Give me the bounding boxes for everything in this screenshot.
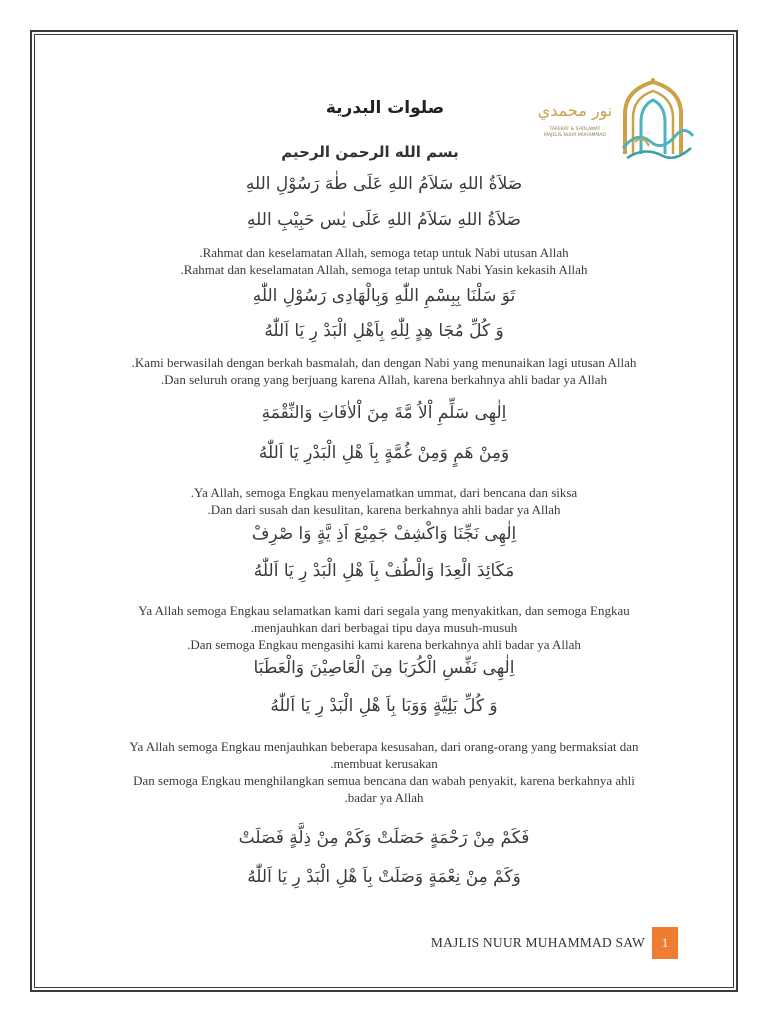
translation-line: .Kami berwasilah dengan berkah basmalah, dan dengan Nabi yang menunaikan lagi utusan Allah xyxy=(131,355,637,370)
arabic-line: اِلٰهِى نَفِّسِ الْكُرَبَا مِنَ الْعَاصِيْنَ وَالْعَطَبَا xyxy=(253,658,515,678)
footer-title: MAJLIS NUUR MUHAMMAD SAW xyxy=(430,935,645,950)
arabic-line: اِلٰهِى نَجِّنَا وَاكْشِفْ جَمِيْعَ اَذِ يَّةٍ وَا صْرِفْ xyxy=(251,524,517,544)
arabic-line: تَوَ سَلْنَا بِبِسْمِ اللّٰهِ وَبِالْهَادِى رَسُوْلِ اللّٰهِ xyxy=(252,286,516,306)
translation-line: .Rahmat dan keselamatan Allah, semoga tetap untuk Nabi Yasin kekasih Allah xyxy=(180,262,588,277)
translation-line: Ya Allah semoga Engkau selamatkan kami dari segala yang menyakitkan, dan semoga Engkau xyxy=(138,603,630,618)
arabic-line: صَلاَةُ اللهِ سَلاَمُ اللهِ عَلَى يٰس حَبِيْبِ اللهِ xyxy=(247,210,521,230)
translation-block xyxy=(60,354,708,388)
logo-subtitle-2: MAJELIS NUUR MUHAMMAD xyxy=(544,133,606,138)
logo-subtitle-1: TAREKAT & SHOLAWAT xyxy=(549,127,601,132)
logo-wordmark: نور محمدي xyxy=(537,101,613,120)
basmalah: بسم الله الرحمن الرحيم xyxy=(281,143,459,161)
translation-line: Dan semoga Engkau menghilangkan semua bencana dan wabah penyakit, karena berkahnya ahli xyxy=(133,773,635,788)
document-title: صلوات البدرية xyxy=(325,98,445,118)
dome-emblem-icon xyxy=(525,76,705,164)
arabic-line: اِلٰهِى سَلِّمِ اْلاُ مَّةَ مِنَ اْلاٰفَاتِ وَالنِّقْمَةِ xyxy=(261,403,507,423)
translation-line: .badar ya Allah xyxy=(344,790,424,805)
translation-line: Ya Allah semoga Engkau menjauhkan beberapa kesusahan, dari orang-orang yang bermaksiat dan xyxy=(129,739,639,754)
translation-line: .Dan semoga Engkau mengasihi kami karena berkahnya ahli badar ya Allah xyxy=(187,637,581,652)
arabic-line: مَكَائِدَ الْعِدَا وَالْطُفْ بِاَ هْلِ الْبَدْ رِ يَا اَللّٰهُ xyxy=(253,561,515,581)
translation-line: .Ya Allah, semoga Engkau menyelamatkan ummat, dari bencana dan siksa xyxy=(190,485,578,500)
arabic-line: وَ كُلِّ بَلِيَّةٍ وَوَبَا بِاَ هْلِ الْبَدْ رِ يَا اَللّٰهُ xyxy=(270,696,498,716)
majlis-logo xyxy=(525,76,705,164)
translation-line: .membuat kerusakan xyxy=(330,756,438,771)
translation-line: .Dan seluruh orang yang berjuang karena Allah, karena berkahnya ahli badar ya Allah xyxy=(160,372,608,387)
arabic-line: وَ كُلِّ مُجَا هِدٍ لِلّٰهِ بِاَهْلِ الْبَدْ رِ يَا اَللّٰهُ xyxy=(264,321,504,341)
arabic-line: وَكَمْ مِنْ نِعْمَةٍ وَصَلَتْ بِاَ هْلِ الْبَدْ رِ يَا اَللّٰهُ xyxy=(247,867,521,887)
translation-line: .menjauhkan dari berbagai tipu daya musuh-musuh xyxy=(250,620,518,635)
translation-line: .Dan dari susah dan kesulitan, karena berkahnya ahli badar ya Allah xyxy=(207,502,561,517)
translation-block xyxy=(60,244,708,278)
arabic-line: وَمِنْ هَمٍ وَمِنْ غُمَّةٍ بِاَ هْلِ الْبَدْرِ يَا اَللّٰهُ xyxy=(258,443,510,463)
arabic-line: فَكَمْ مِنْ رَحْمَةٍ حَصَلَتْ وَكَمْ مِنْ ذِلَّةٍ فَصَلَتْ xyxy=(238,828,530,848)
translation-block xyxy=(60,738,708,806)
arabic-line: صَلاَةُ اللهِ سَلاَمُ اللهِ عَلَى طٰهَ رَسُوْلِ اللهِ xyxy=(245,174,523,194)
page-number-badge: 1 xyxy=(652,927,678,959)
translation-block xyxy=(60,602,708,653)
translation-line: .Rahmat dan keselamatan Allah, semoga tetap untuk Nabi utusan Allah xyxy=(199,245,569,260)
translation-block xyxy=(60,484,708,518)
